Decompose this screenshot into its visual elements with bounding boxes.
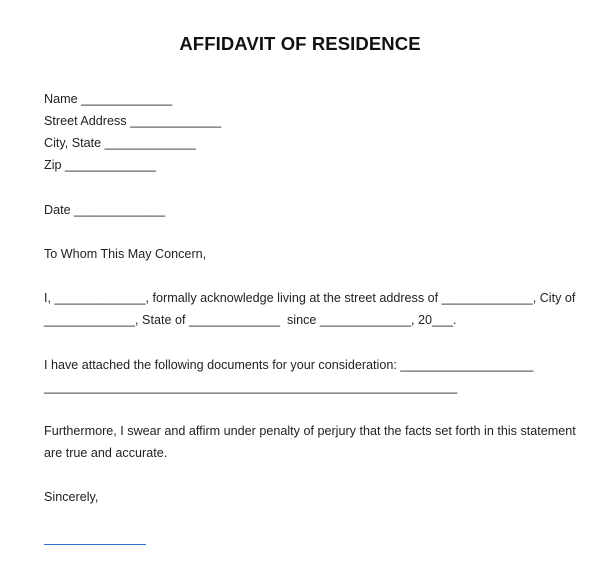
signature-line <box>44 544 146 545</box>
affirmation-line-2: are true and accurate. <box>44 446 168 460</box>
zip-field: Zip _____________ <box>44 158 157 172</box>
city-state-field: City, State _____________ <box>44 136 196 150</box>
closing: Sincerely, <box>44 490 99 504</box>
document-title: AFFIDAVIT OF RESIDENCE <box>179 33 421 54</box>
date-field: Date _____________ <box>44 203 166 217</box>
documents-line-2: ___________________________________________________________ <box>44 380 458 394</box>
acknowledgement-line-2: _____________, State of _____________ since _____________, 20___. <box>44 313 457 327</box>
documents-line-1: I have attached the following documents for your consideration: ___________________ <box>44 358 534 372</box>
salutation: To Whom This May Concern, <box>44 247 207 261</box>
affirmation-line-1: Furthermore, I swear and affirm under penalty of perjury that the facts set forth in this statement <box>44 424 576 438</box>
acknowledgement-line-1: I, _____________, formally acknowledge living at the street address of _____________, City of <box>44 291 576 305</box>
name-field: Name _____________ <box>44 92 173 106</box>
street-address-field: Street Address _____________ <box>44 114 222 128</box>
